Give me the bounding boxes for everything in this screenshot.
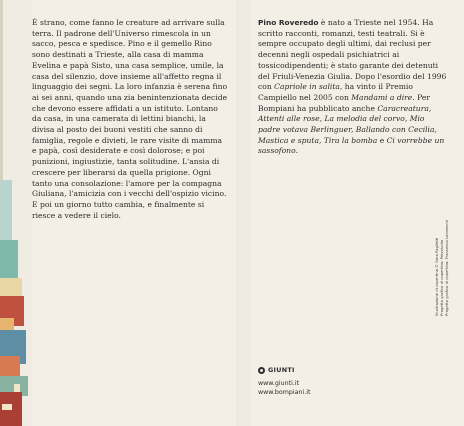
bio-text: e bbox=[377, 135, 387, 145]
website-giunti: www.giunti.it bbox=[258, 380, 300, 387]
credit-line: Progetto grafico di copertina: Polystudio bbox=[439, 239, 444, 316]
credit-line: Illustrazione di copertina © Sara Paglietti bbox=[434, 237, 439, 316]
right-flap bbox=[250, 0, 464, 426]
book-title: Ci vorrebbe un sassofono bbox=[258, 135, 445, 156]
flap-fold bbox=[236, 0, 250, 426]
credit-line: Progetto grafico di copertina: Francesca Leoneschi bbox=[444, 220, 449, 316]
synopsis-paragraph: È strano, come fanno le creature ad arrivare sulla terra. Il padrone dell'Universo rimescola in un sacco, pesca e spedisce. Pino e il gemello Rino sono destinati a Trieste, alla casa di mamma Evelina e papà Sisto, una casa semplice, umile, la casa del silenzio, dove insieme all'affetto regna il linguaggio dei segni. La loro infanzia è serena fino ai sei anni, quando una zia benintenzionata decide che devono essere affidati a un istituto. Lontano da casa, in una camerata di lettini bianchi, la divisa al posto dei buoni vestiti che sanno di famiglia, regole e divieti, le rare visite di mamma e papà, così desiderate e così dolorose; e poi punizioni, ingiustizie, tanta solitudine. L'ansia di crescere per liberarsi da quella prigione. Ogni tanto una consolazione: l'amore per la compagna Giuliana, l'amicizia con i vecchi dell'ospizio vicino. E poi un giorno tutto cambia, e finalmente si riesce a vedere il cielo. bbox=[32, 18, 228, 220]
bio-text: è nato a Trieste nel 1954. Ha scritto racconti, romanzi, testi teatrali. Si è sempre occupato degli ultimi, dai reclusi per decenni negli ospedali psichiatrici ai tossicodipendenti; è stato garante dei detenuti del Friuli-Venezia Giulia. Dopo l'esordio del 1996 con bbox=[258, 18, 447, 92]
author-name: Pino Roveredo bbox=[258, 18, 319, 27]
bio-text: . bbox=[295, 146, 299, 156]
synopsis-text bbox=[32, 18, 228, 221]
bio-text: . Per Bompiani ha pubblicato anche bbox=[258, 92, 430, 113]
website-bompiani: www.bompiani.it bbox=[258, 389, 311, 396]
book-title-list: Caracreatura, Attenti alle rose, La melodia del corvo, Mio padre votava Berlinguer, Ballando con Cecilia, Mastica e sputa, Tira la bomba bbox=[258, 103, 437, 145]
giunti-logo-icon bbox=[258, 367, 265, 374]
book-title: Capriole in salita bbox=[274, 82, 340, 92]
publisher-logo bbox=[258, 366, 295, 374]
book-title: Mandami a dire bbox=[351, 92, 413, 102]
bio-text: , ha vinto il Premio Campiello nel 2005 con bbox=[258, 82, 413, 102]
cover-credits bbox=[434, 220, 452, 316]
publisher-logo-text: GIUNTI bbox=[268, 366, 295, 374]
landscape-illustration-strip bbox=[0, 0, 32, 426]
author-bio bbox=[258, 18, 448, 157]
